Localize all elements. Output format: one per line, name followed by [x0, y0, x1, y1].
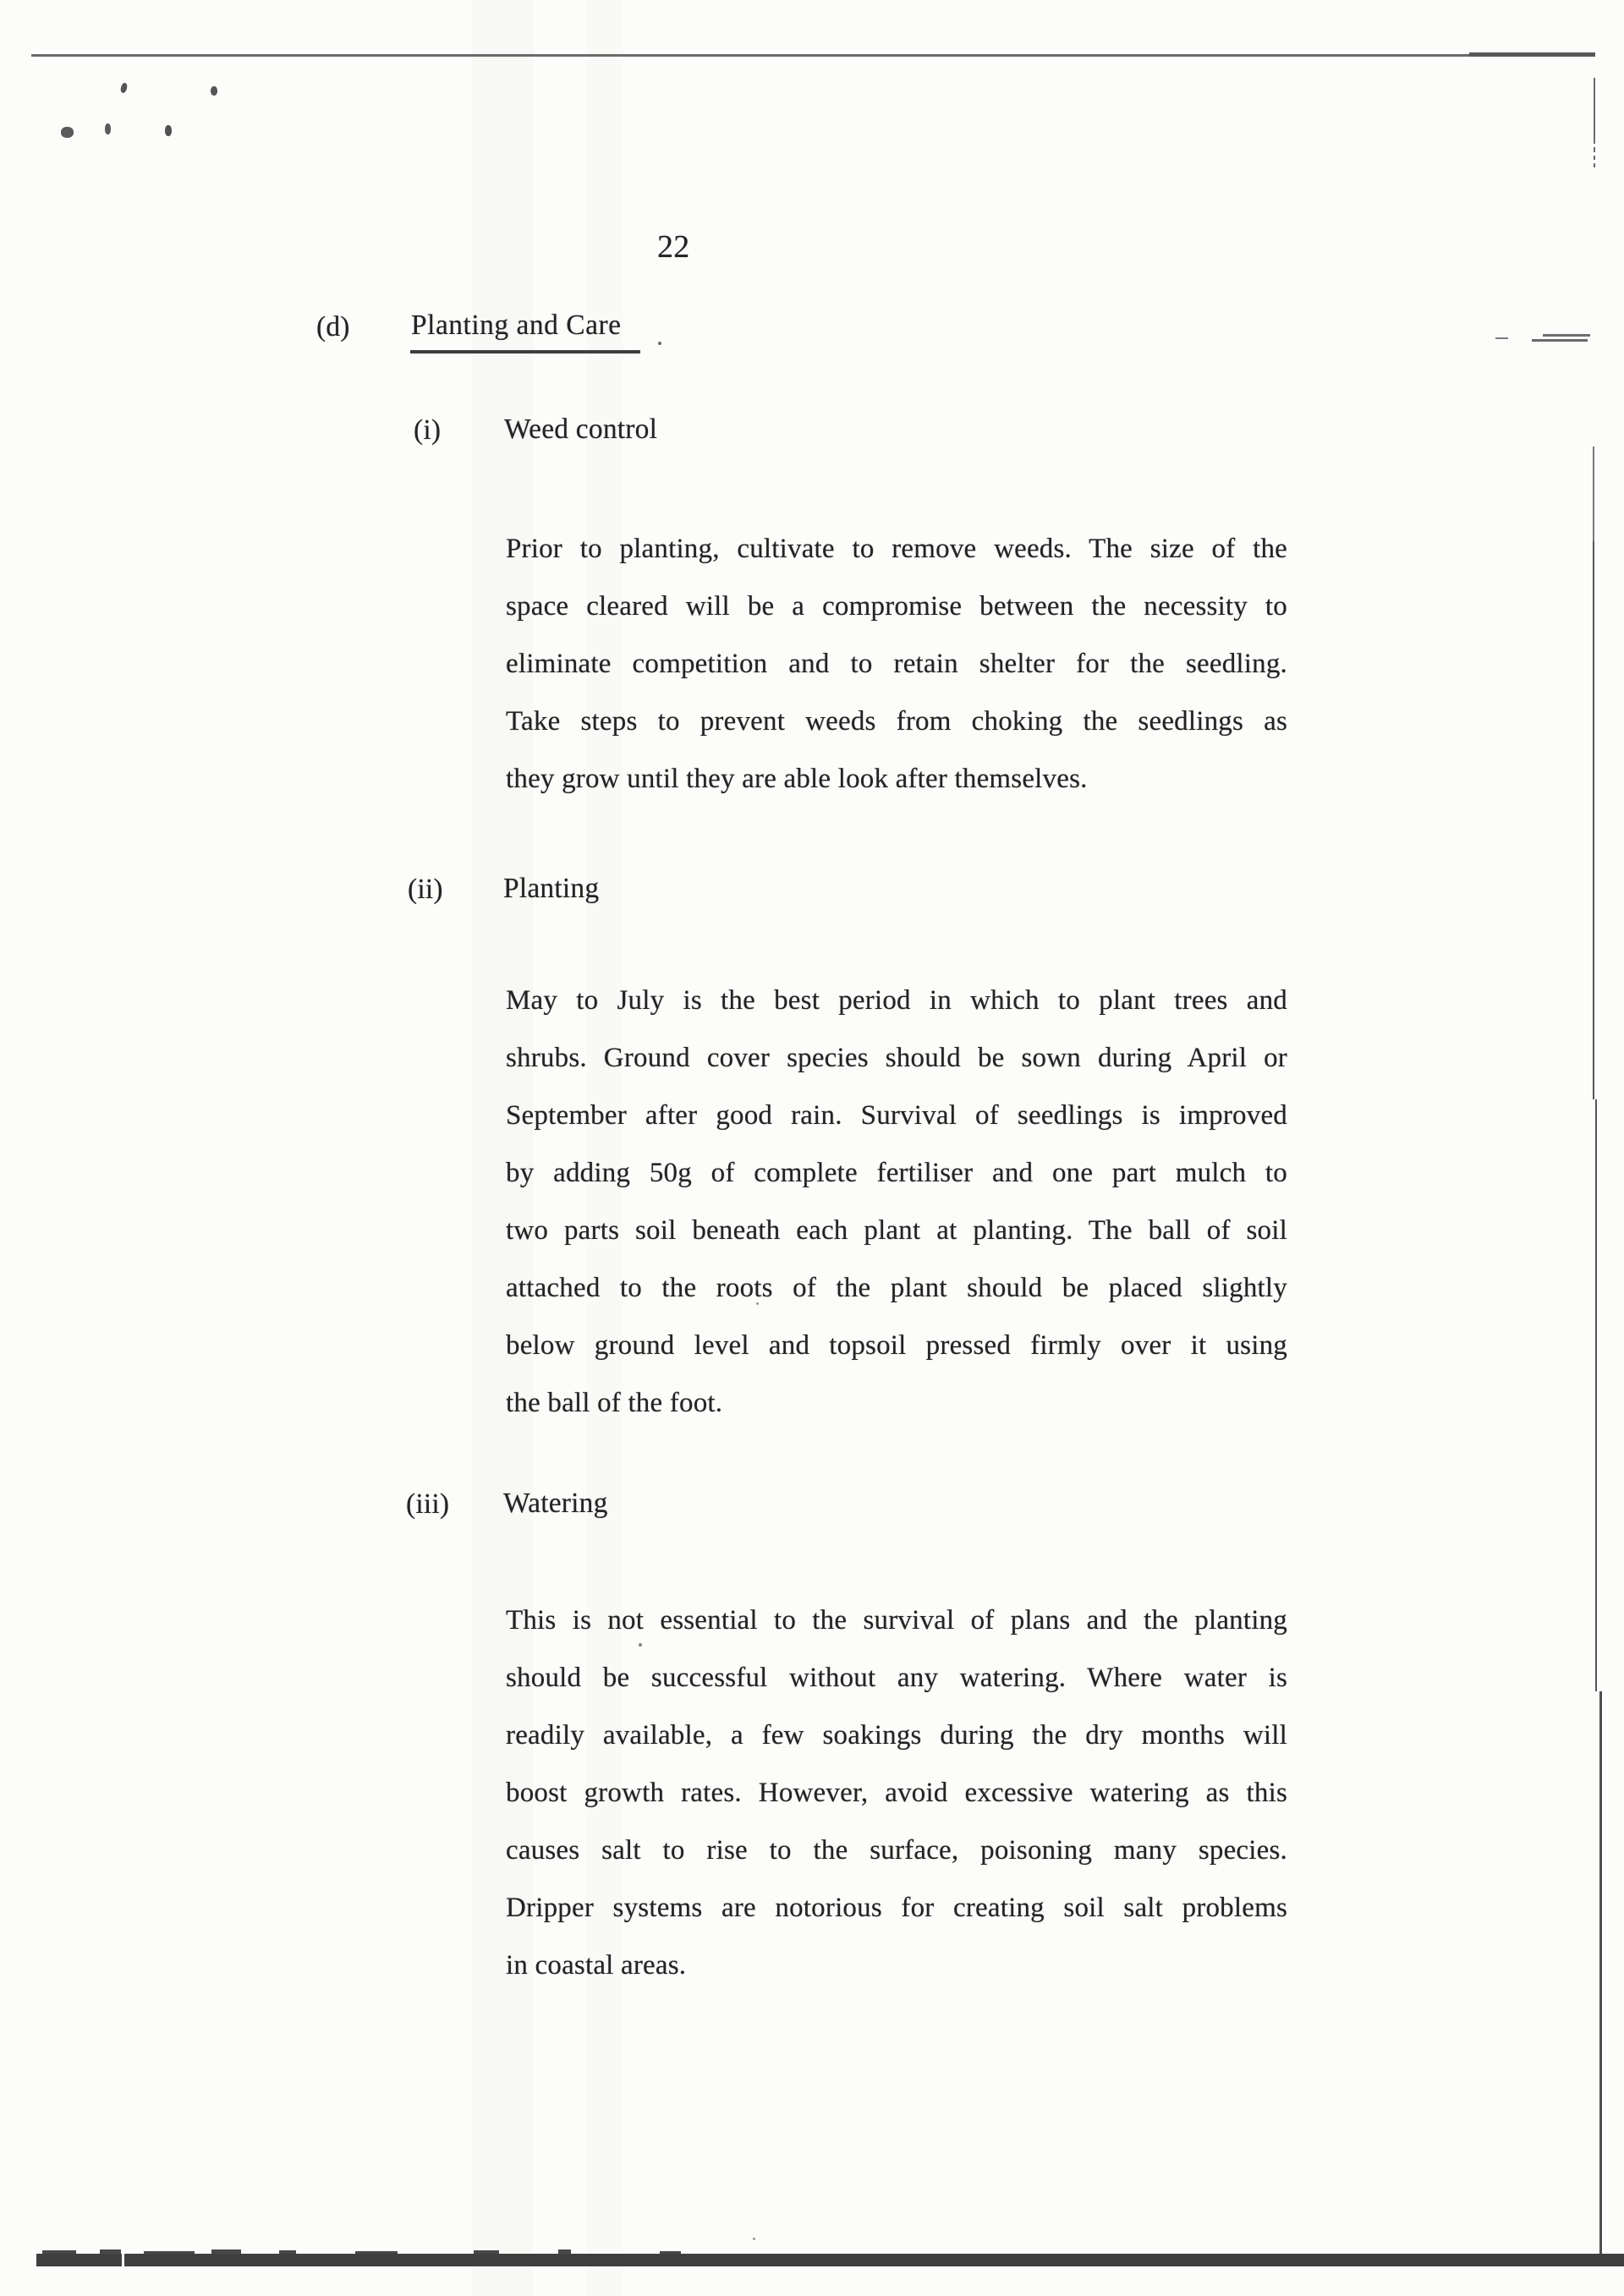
section-i-title: Weed control	[504, 414, 658, 445]
scan-speck	[105, 123, 111, 134]
right-edge-line	[1593, 541, 1594, 1099]
page-number: 22	[657, 229, 690, 265]
scan-dash	[1495, 337, 1508, 339]
text-line: May to July is the best period in which to plant trees and	[506, 985, 1287, 1016]
bottom-bar-notch	[122, 2254, 124, 2266]
text-line: the ball of the foot.	[506, 1388, 723, 1418]
scan-speck	[165, 125, 172, 136]
text-line: boost growth rates. However, avoid excessive watering as this	[506, 1778, 1287, 1808]
scan-dash	[1543, 334, 1590, 337]
text-line: by adding 50g of complete fertiliser and one part mulch to	[506, 1158, 1287, 1188]
section-d-title: Planting and Care	[411, 310, 622, 341]
section-i-paragraph	[506, 520, 1287, 808]
text-line: causes salt to rise to the surface, poisoning many species.	[506, 1835, 1287, 1866]
text-line: Prior to planting, cultivate to remove weeds. The size of the	[506, 534, 1287, 564]
right-edge-line	[1595, 1099, 1597, 1691]
text-line: in coastal areas.	[506, 1950, 687, 1981]
heading-underline	[410, 350, 640, 353]
text-line: should be successful without any watering. Where water is	[506, 1663, 1287, 1693]
scan-speck	[120, 82, 129, 93]
right-edge-dash	[1594, 147, 1595, 152]
text-line: Take steps to prevent weeds from choking the seedlings as	[506, 706, 1287, 737]
scan-speck	[658, 342, 661, 345]
top-scan-rule-thick-end	[1469, 52, 1595, 57]
scan-speck	[61, 127, 74, 138]
scan-speck	[211, 86, 217, 96]
top-scan-rule	[31, 54, 1595, 57]
text-line: This is not essential to the survival of plans and the planting	[506, 1605, 1287, 1636]
right-edge-line	[1599, 1691, 1602, 2255]
text-line: two parts soil beneath each plant at planting. The ball of soil	[506, 1215, 1287, 1246]
right-edge-line	[1593, 447, 1594, 541]
section-d-label: (d)	[316, 311, 350, 342]
section-iii-paragraph	[506, 1592, 1287, 1994]
scan-dash	[1532, 339, 1588, 342]
right-edge-line	[1594, 78, 1595, 144]
text-line: September after good rain. Survival of seedlings is improved	[506, 1100, 1287, 1131]
text-line: below ground level and topsoil pressed firmly over it using	[506, 1330, 1287, 1361]
right-edge-dash	[1594, 163, 1595, 167]
section-iii-numeral: (iii)	[406, 1488, 450, 1520]
text-line: eliminate competition and to retain shelter for the seedling.	[506, 649, 1287, 679]
section-ii-numeral: (ii)	[408, 874, 443, 905]
section-ii-title: Planting	[503, 873, 600, 904]
section-ii-paragraph	[506, 972, 1287, 1432]
text-line: readily available, a few soakings during the dry months will	[506, 1720, 1287, 1751]
text-line: shrubs. Ground cover species should be sown during April or	[506, 1043, 1287, 1073]
text-line: attached to the roots of the plant should be placed slightly	[506, 1273, 1287, 1303]
scan-speck	[753, 2238, 755, 2240]
text-line: space cleared will be a compromise between the necessity to	[506, 591, 1287, 622]
section-iii-title: Watering	[503, 1488, 608, 1519]
text-line: they grow until they are able look after themselves.	[506, 764, 1088, 794]
text-line: Dripper systems are notorious for creating soil salt problems	[506, 1893, 1287, 1923]
section-i-numeral: (i)	[414, 414, 442, 446]
right-edge-dash	[1594, 156, 1595, 160]
bottom-scan-bar	[36, 2254, 1624, 2266]
